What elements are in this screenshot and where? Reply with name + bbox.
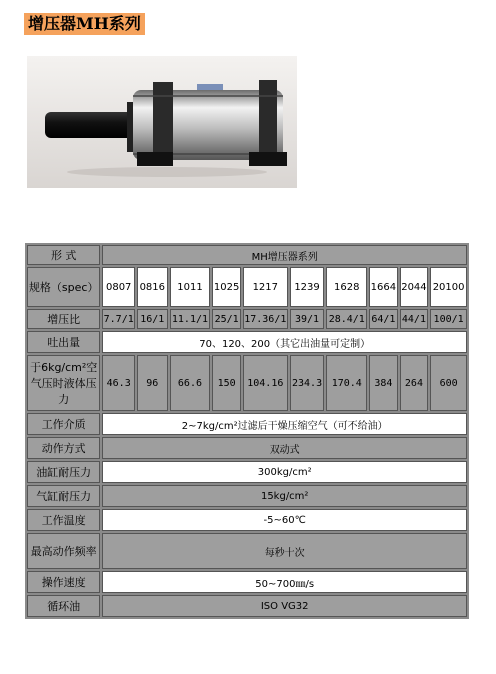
row-value: 双动式 <box>102 437 467 459</box>
row-oil-pressure <box>27 461 467 483</box>
row-frequency <box>27 533 467 569</box>
cell: 39/1 <box>290 309 325 329</box>
row-label: 循环油 <box>27 595 100 617</box>
row-value: 300kg/cm² <box>102 461 467 483</box>
cell: 0807 <box>102 267 135 307</box>
cell: 0816 <box>137 267 168 307</box>
spec-table <box>25 243 469 619</box>
booster-product-photo <box>27 56 297 188</box>
page-title: 增压器MH系列 <box>24 13 145 35</box>
cell: 66.6 <box>170 355 211 411</box>
row-value: 15kg/cm² <box>102 485 467 507</box>
cell: 11.1/1 <box>170 309 211 329</box>
cell: 1011 <box>170 267 211 307</box>
cell: 1239 <box>290 267 325 307</box>
row-spec <box>27 267 467 307</box>
row-value: MH增压器系列 <box>102 245 467 265</box>
cell: 1664 <box>369 267 398 307</box>
cell: 46.3 <box>102 355 135 411</box>
row-label: 气缸耐压力 <box>27 485 100 507</box>
cell: 16/1 <box>137 309 168 329</box>
cell: 1217 <box>243 267 288 307</box>
row-output <box>27 331 467 353</box>
row-label: 操作速度 <box>27 571 100 593</box>
cell: 20100 <box>430 267 467 307</box>
cell: 104.16 <box>243 355 288 411</box>
cell: 170.4 <box>326 355 367 411</box>
row-label: 增压比 <box>27 309 100 329</box>
row-speed <box>27 571 467 593</box>
row-label: 规格（spec） <box>27 267 100 307</box>
cell: 1628 <box>326 267 367 307</box>
cell: 64/1 <box>369 309 398 329</box>
row-label: 油缸耐压力 <box>27 461 100 483</box>
cell: 44/1 <box>400 309 429 329</box>
row-label: 工作温度 <box>27 509 100 531</box>
cell: 1025 <box>212 267 241 307</box>
row-label: 于6kg/cm²空气压时液体压力 <box>27 355 100 411</box>
row-liquid-pressure <box>27 355 467 411</box>
cell: 96 <box>137 355 168 411</box>
cell: 25/1 <box>212 309 241 329</box>
row-medium <box>27 413 467 435</box>
row-air-pressure <box>27 485 467 507</box>
row-label: 工作介质 <box>27 413 100 435</box>
row-label: 动作方式 <box>27 437 100 459</box>
cell: 150 <box>212 355 241 411</box>
row-value: 50~700㎜/s <box>102 571 467 593</box>
row-value: ISO VG32 <box>102 595 467 617</box>
row-value: 70、120、200（其它出油量可定制） <box>102 331 467 353</box>
row-type <box>27 245 467 265</box>
cell: 7.7/1 <box>102 309 135 329</box>
cell: 17.36/1 <box>243 309 288 329</box>
row-label: 形 式 <box>27 245 100 265</box>
cell: 234.3 <box>290 355 325 411</box>
row-temperature <box>27 509 467 531</box>
row-label: 吐出量 <box>27 331 100 353</box>
cell: 264 <box>400 355 429 411</box>
cell: 100/1 <box>430 309 467 329</box>
row-value: 每秒十次 <box>102 533 467 569</box>
cell: 2044 <box>400 267 429 307</box>
row-value: -5~60℃ <box>102 509 467 531</box>
row-label: 最高动作频率 <box>27 533 100 569</box>
row-ratio <box>27 309 467 329</box>
cell: 28.4/1 <box>326 309 367 329</box>
row-oil <box>27 595 467 617</box>
cell: 600 <box>430 355 467 411</box>
row-value: 2~7kg/cm²过滤后干燥压缩空气（可不给油） <box>102 413 467 435</box>
row-action <box>27 437 467 459</box>
cell: 384 <box>369 355 398 411</box>
